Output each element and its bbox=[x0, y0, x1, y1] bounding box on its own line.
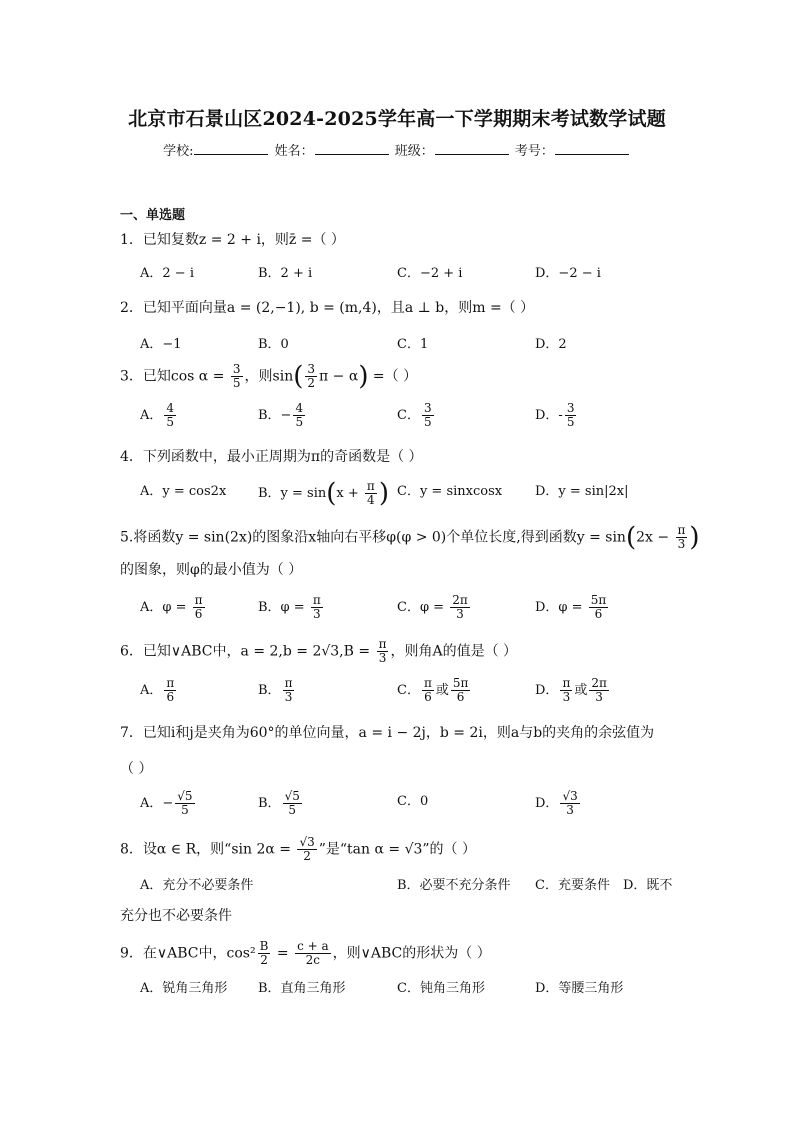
q7-option-d[interactable]: D． $\frac{√3}{3}$ bbox=[535, 789, 578, 817]
q9-option-b[interactable]: B．直角三角形 bbox=[258, 981, 346, 996]
class-blank[interactable] bbox=[435, 142, 509, 155]
question-5-stem: 5.将函数y = sin(2x)的图象沿x轴向右平移φ(φ > 0)个单位长度,得到函数y = sin(2x − $\frac{\pi}{3}$ ) bbox=[120, 522, 700, 553]
q4-option-d[interactable]: D．y = sin|2x| bbox=[535, 484, 629, 499]
question-7-stem-cont: （ ） bbox=[120, 761, 153, 777]
q3-option-b[interactable]: B．− $\frac{4}{5}$ bbox=[258, 401, 304, 429]
question-7-stem: 7．已知i和j是夹角为60°的单位向量，a = i − 2j，b = 2i，则a与b的夹角的余弦值为 bbox=[120, 725, 655, 741]
q2-option-c[interactable]: C．1 bbox=[397, 337, 429, 352]
q7-option-c[interactable]: C．0 bbox=[397, 794, 429, 809]
q6-option-b[interactable]: B． $\frac{\pi}{3}$ bbox=[258, 676, 293, 704]
q2-option-b[interactable]: B．0 bbox=[258, 337, 289, 352]
q2-option-a[interactable]: A．−1 bbox=[140, 337, 182, 352]
question-9-stem: 9．在∨ABC中，cos² $\frac{B}{2}$ = $\frac{c + a}{2c}$ ，则∨ABC的形状为（ ） bbox=[120, 939, 491, 967]
q6-option-c[interactable]: C． $\frac{\pi}{6}$ 或 $\frac{5\pi}{6}$ bbox=[397, 676, 469, 704]
question-5-stem-cont: 的图象，则φ的最小值为（ ） bbox=[120, 562, 303, 578]
name-blank[interactable] bbox=[315, 142, 389, 155]
q1-option-b[interactable]: B．2 + i bbox=[258, 266, 313, 281]
question-8-stem: 8．设α ∈ R，则“sin 2α = $\frac{√3}{2}$ ”是“tan α = √3”的（ ） bbox=[120, 835, 477, 863]
q5-option-b[interactable]: B．φ = $\frac{\pi}{3}$ bbox=[258, 593, 321, 621]
q1-option-a[interactable]: A．2 − i bbox=[140, 266, 194, 281]
q5-option-a[interactable]: A．φ = $\frac{\pi}{6}$ bbox=[140, 593, 203, 621]
q9-option-c[interactable]: C．钝角三角形 bbox=[397, 981, 485, 996]
q9-option-a[interactable]: A．锐角三角形 bbox=[140, 981, 228, 996]
q1-option-c[interactable]: C．−2 + i bbox=[397, 266, 463, 281]
q9-option-d[interactable]: D．等腰三角形 bbox=[535, 981, 624, 996]
page-title: 北京市石景山区2024-2025学年高一下学期期末考试数学试题 bbox=[128, 108, 666, 130]
q5-option-d[interactable]: D．φ = $\frac{5\pi}{6}$ bbox=[535, 593, 607, 621]
section-heading: 一、单选题 bbox=[120, 208, 186, 223]
q8-option-c[interactable]: C．充要条件 bbox=[535, 878, 610, 893]
student-info-line bbox=[0, 140, 794, 159]
q2-option-d[interactable]: D．2 bbox=[535, 337, 567, 352]
class-label: 班级： bbox=[394, 144, 434, 159]
q3-option-c[interactable]: C． $\frac{3}{5}$ bbox=[397, 401, 432, 429]
q8-option-b[interactable]: B．必要不充分条件 bbox=[397, 878, 511, 893]
q4-option-b[interactable]: B．y = sin(x + $\frac{\pi}{4}$ ) bbox=[258, 478, 389, 509]
q7-option-b[interactable]: B． $\frac{√5}{5}$ bbox=[258, 789, 300, 817]
q8-option-a[interactable]: A．充分不必要条件 bbox=[140, 878, 254, 893]
q4-option-a[interactable]: A．y = cos2x bbox=[140, 484, 227, 499]
question-8-option-d-cont: 充分也不必要条件 bbox=[120, 908, 232, 924]
q8-option-d[interactable]: D．既不 bbox=[623, 878, 673, 893]
q3-option-a[interactable]: A． $\frac{4}{5}$ bbox=[140, 401, 175, 429]
question-2-stem: 2．已知平面向量a = (2,−1), b = (m,4)，且a ⊥ b，则m =（ ） bbox=[120, 300, 535, 316]
name-label: 姓名： bbox=[274, 144, 314, 159]
q5-option-c[interactable]: C．φ = $\frac{2\pi}{3}$ bbox=[397, 593, 468, 621]
question-6-stem: 6．已知∨ABC中，a = 2,b = 2√3,B = $\frac{\pi}{3}$ ，则角A的值是（ ） bbox=[120, 637, 518, 665]
q3-option-d[interactable]: D．- $\frac{3}{5}$ bbox=[535, 401, 575, 429]
question-4-stem: 4．下列函数中，最小正周期为π的奇函数是（ ） bbox=[120, 449, 423, 465]
q4-option-c[interactable]: C．y = sinxcosx bbox=[397, 484, 503, 499]
school-blank[interactable] bbox=[194, 142, 268, 155]
q6-option-a[interactable]: A． $\frac{\pi}{6}$ bbox=[140, 676, 175, 704]
question-3-stem: 3．已知cos α = $\frac{3}{5}$ ，则sin( $\frac{3}{2}$ π − α) =（ ） bbox=[120, 361, 418, 392]
q7-option-a[interactable]: A．− $\frac{√5}{5}$ bbox=[140, 789, 193, 817]
q6-option-d[interactable]: D． $\frac{\pi}{3}$ 或 $\frac{2\pi}{3}$ bbox=[535, 676, 607, 704]
exam-no-label: 考号： bbox=[514, 144, 554, 159]
question-1-stem: 1．已知复数z = 2 + i，则z̄ =（ ） bbox=[120, 232, 345, 248]
q1-option-d[interactable]: D．−2 − i bbox=[535, 266, 601, 281]
school-label: 学校: bbox=[163, 144, 194, 159]
exam-no-blank[interactable] bbox=[555, 142, 629, 155]
